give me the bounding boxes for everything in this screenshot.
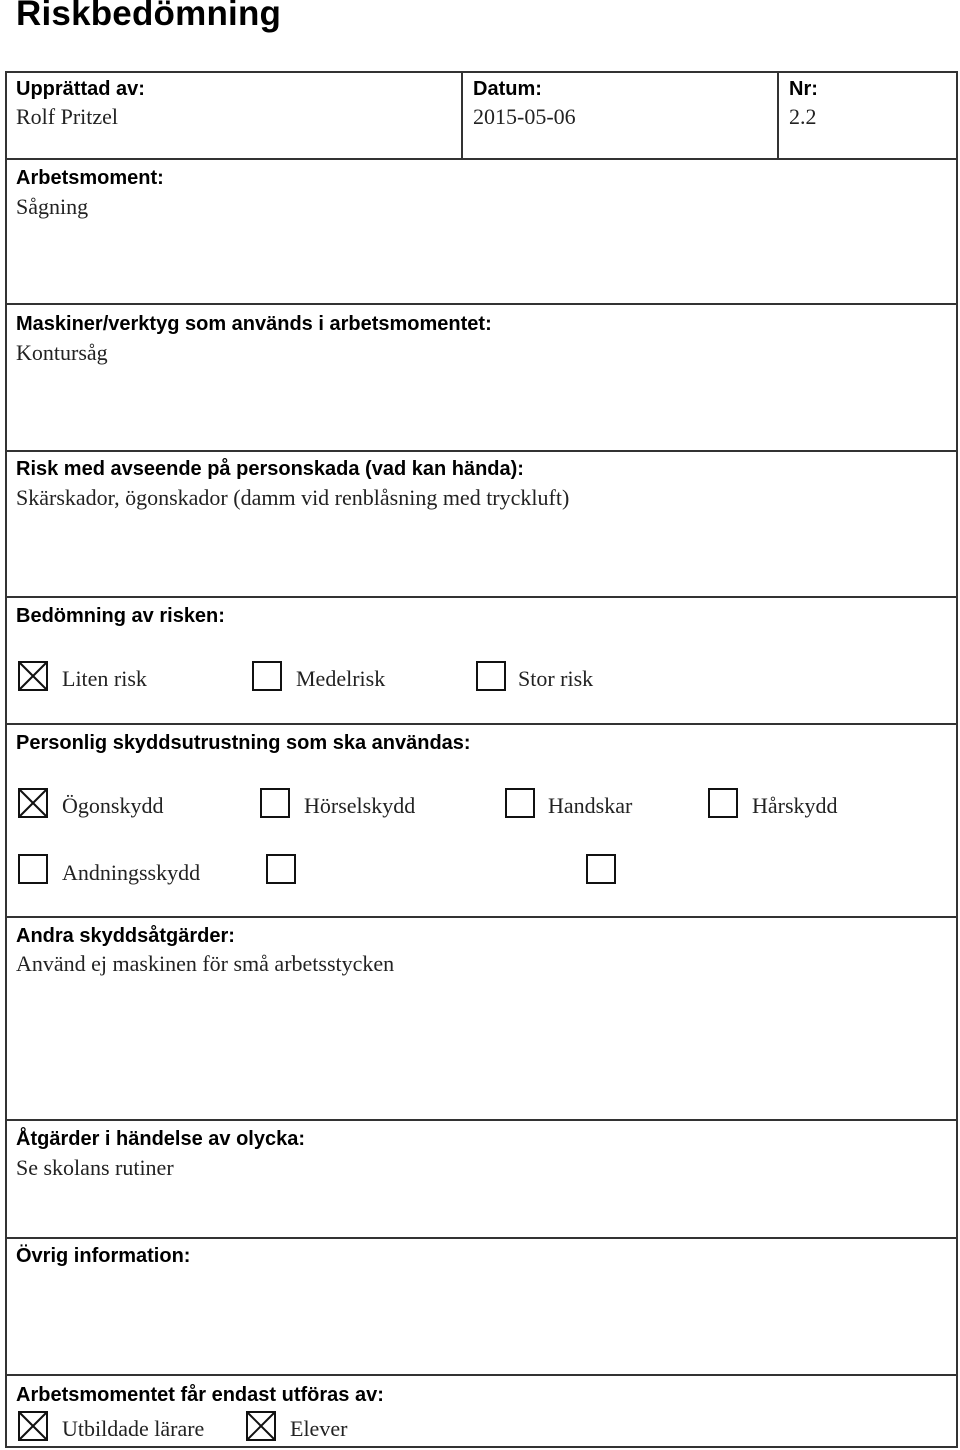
- checkbox-blank-2[interactable]: [586, 854, 616, 884]
- row-divider-2: [5, 303, 958, 305]
- header-divider-1: [461, 71, 463, 160]
- checkbox-label-utbildade-larare: Utbildade lärare: [62, 1416, 205, 1441]
- row-divider-6: [5, 916, 958, 918]
- ovrig-label: Övrig information:: [16, 1245, 191, 1267]
- row-divider-5: [5, 723, 958, 725]
- nr-value: 2.2: [789, 104, 817, 129]
- andra-label: Andra skyddsåtgärder:: [16, 925, 235, 947]
- row-divider-1: [5, 158, 958, 160]
- checkbox-ogonskydd[interactable]: [18, 788, 48, 818]
- checkbox-blank-1[interactable]: [266, 854, 296, 884]
- checkbox-label-medelrisk: Medelrisk: [296, 666, 386, 691]
- table-border-right: [956, 71, 958, 1448]
- checkbox-label-harskydd: Hårskydd: [752, 793, 838, 818]
- atgarder-value: Se skolans rutiner: [16, 1155, 174, 1180]
- check-cross-icon: [18, 1411, 48, 1441]
- risk-label: Risk med avseende på personskada (vad kan hända):: [16, 458, 524, 480]
- nr-label: Nr:: [789, 78, 818, 100]
- row-divider-7: [5, 1119, 958, 1121]
- checkbox-label-handskar: Handskar: [548, 793, 633, 818]
- atgarder-label: Åtgärder i händelse av olycka:: [16, 1128, 306, 1150]
- checkbox-label-stor-risk: Stor risk: [518, 666, 594, 691]
- row-divider-3: [5, 450, 958, 452]
- checkbox-label-liten-risk: Liten risk: [62, 666, 147, 691]
- andra-value: Använd ej maskinen för små arbetsstycken: [16, 951, 395, 976]
- header-divider-2: [777, 71, 779, 160]
- maskiner-label: Maskiner/verktyg som används i arbetsmomentet:: [16, 313, 492, 335]
- check-cross-icon: [18, 661, 48, 691]
- risk-value: Skärskador, ögonskador (damm vid renblåsning med tryckluft): [16, 485, 570, 510]
- bedomning-label: Bedömning av risken:: [16, 605, 225, 627]
- checkbox-elever[interactable]: [246, 1411, 276, 1441]
- table-border-top: [5, 71, 958, 73]
- utforas-label: Arbetsmomentet får endast utföras av:: [16, 1384, 384, 1406]
- checkbox-label-elever: Elever: [290, 1416, 348, 1441]
- datum-label: Datum:: [473, 78, 542, 100]
- page-title: Riskbedömning: [16, 0, 282, 33]
- upprattad-value: Rolf Pritzel: [16, 104, 119, 129]
- table-border-left: [5, 71, 7, 1448]
- row-divider-4: [5, 596, 958, 598]
- checkbox-stor-risk[interactable]: [476, 661, 506, 691]
- row-divider-8: [5, 1237, 958, 1239]
- checkbox-liten-risk[interactable]: [18, 661, 48, 691]
- checkbox-utbildade-larare[interactable]: [18, 1411, 48, 1441]
- table-border-bottom: [5, 1446, 958, 1448]
- arbetsmoment-label: Arbetsmoment:: [16, 167, 164, 189]
- row-divider-9: [5, 1374, 958, 1376]
- datum-value: 2015-05-06: [473, 104, 576, 129]
- check-cross-icon: [18, 788, 48, 818]
- checkbox-harskydd[interactable]: [708, 788, 738, 818]
- skydd-label: Personlig skyddsutrustning som ska användas:: [16, 732, 471, 754]
- checkbox-label-andningsskydd: Andningsskydd: [62, 860, 201, 885]
- maskiner-value: Kontursåg: [16, 340, 108, 365]
- checkbox-label-horselskydd: Hörselskydd: [304, 793, 416, 818]
- arbetsmoment-value: Sågning: [16, 194, 89, 219]
- checkbox-label-ogonskydd: Ögonskydd: [62, 793, 164, 818]
- check-cross-icon: [246, 1411, 276, 1441]
- checkbox-medelrisk[interactable]: [252, 661, 282, 691]
- checkbox-horselskydd[interactable]: [260, 788, 290, 818]
- checkbox-andningsskydd[interactable]: [18, 854, 48, 884]
- checkbox-handskar[interactable]: [505, 788, 535, 818]
- upprattad-label: Upprättad av:: [16, 78, 145, 100]
